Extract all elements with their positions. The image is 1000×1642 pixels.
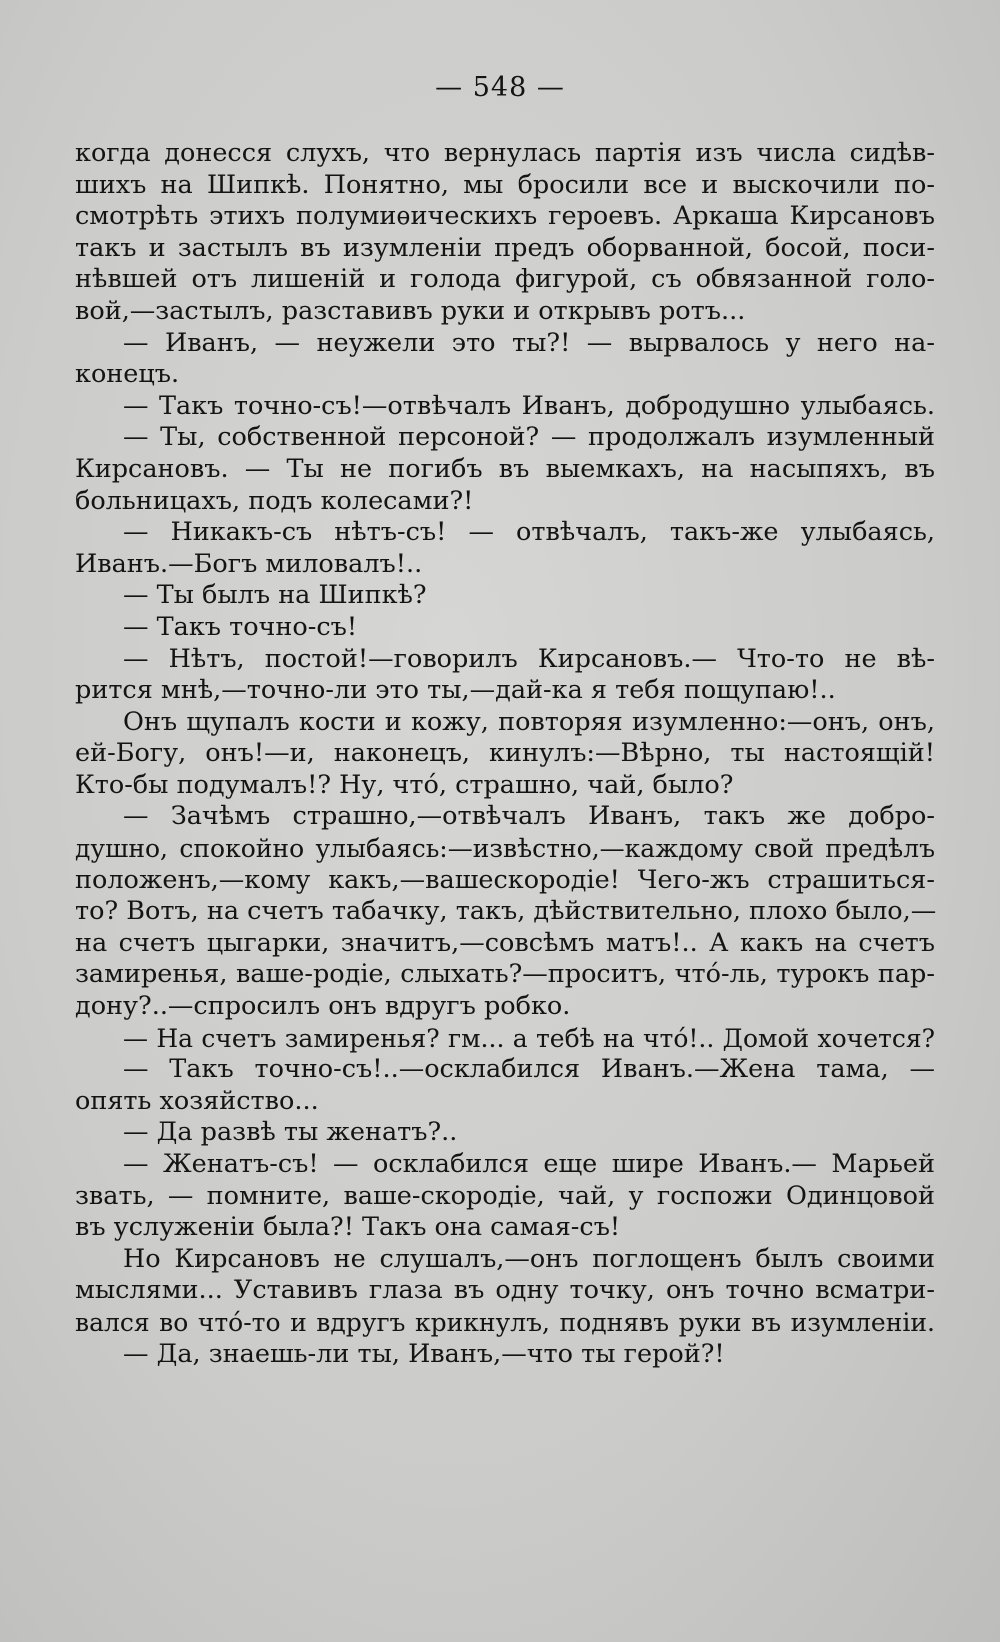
text-line: Онъ щупалъ кости и кожу, повторяя изумленно:—онъ, онъ, [123, 706, 935, 737]
text-line: — Такъ точно-съ! [123, 611, 358, 642]
text-line: мыслями... Уставивъ глаза въ одну точку, онъ точно всматри- [75, 1275, 935, 1306]
text-line: положенъ,—кому какъ,—вашескородіе! Чего-жъ страшиться- [75, 864, 935, 895]
text-line: то? Вотъ, на счетъ табачку, такъ, дѣйствительно, плохо было,— [75, 896, 937, 927]
text-line: въ услуженіи была?! Такъ она самая-съ! [75, 1212, 621, 1243]
text-line: нѣвшей отъ лишеній и голода фигурой, съ обвязанной голо- [75, 264, 935, 295]
text-line: шихъ на Шипкѣ. Понятно, мы бросили все и выскочили по- [75, 169, 935, 200]
text-line: дону?..—спросилъ онъ вдругъ робко. [75, 991, 571, 1022]
text-line: смотрѣть этихъ полумиѳическихъ героевъ. Аркаша Кирсановъ [75, 201, 935, 232]
text-line: на счетъ цыгарки, значитъ,—совсѣмъ матъ!.. А какъ на счетъ [75, 927, 935, 958]
text-line: душно, спокойно улыбаясь:—извѣстно,—каждому свой предѣлъ [75, 834, 935, 864]
text-line: — Ты, собственной персоной? — продолжалъ изумленный [123, 422, 935, 453]
text-line: Кто-бы подумалъ!? Ну, что́, страшно, чай, было? [75, 769, 734, 800]
text-line: когда донесся слухъ, что вернулась партія изъ числа сидѣв- [75, 138, 935, 168]
text-line: — На счетъ замиренья? гм... а тебѣ на что́!.. Домой хочется? [123, 1023, 935, 1053]
body-text [75, 138, 935, 1370]
text-line: — Да развѣ ты женатъ?.. [123, 1117, 458, 1148]
text-line: вался во что́-то и вдругъ крикнулъ, поднявъ руки въ изумленіи. [75, 1307, 935, 1337]
text-line: звать, — помните, ваше-скородіе, чай, у госпожи Одинцовой [75, 1180, 935, 1211]
text-line: конецъ. [75, 359, 180, 390]
text-line: — Такъ точно-съ!..—осклабился Иванъ.—Жена тама, — [123, 1054, 935, 1085]
text-line: рится мнѣ,—точно-ли это ты,—дай-ка я тебя пощупаю!.. [75, 675, 836, 706]
text-line: Но Кирсановъ не слушалъ,—онъ поглощенъ былъ своими [123, 1243, 935, 1274]
page-number: — 548 — [435, 72, 565, 103]
text-line: больницахъ, подъ колесами?! [75, 485, 474, 516]
text-line: вой,—застылъ, разставивъ руки и открывъ ротъ... [75, 295, 746, 326]
text-line: — Зачѣмъ страшно,—отвѣчалъ Иванъ, такъ же добро- [123, 801, 935, 832]
text-line: замиренья, ваше-родіе, слыхать?—проситъ, что́-ль, турокъ пар- [75, 959, 935, 990]
text-line: — Нѣтъ, постой!—говорилъ Кирсановъ.— Что-то не вѣ- [123, 643, 935, 674]
text-line: — Никакъ-съ нѣтъ-съ! — отвѣчалъ, такъ-же улыбаясь, [123, 517, 935, 548]
text-line: — Да, знаешь-ли ты, Иванъ,—что ты герой?! [123, 1338, 725, 1369]
text-line: — Иванъ, — неужели это ты?! — вырвалось у него на- [123, 327, 935, 358]
text-line: ей-Богу, онъ!—и, наконецъ, кинулъ:—Вѣрно, ты настоящій! [75, 738, 935, 769]
text-line: Иванъ.—Богъ миловалъ!.. [75, 548, 423, 579]
text-line: — Ты былъ на Шипкѣ? [123, 580, 427, 611]
text-line: — Такъ точно-съ!—отвѣчалъ Иванъ, добродушно улыбаясь. [123, 390, 935, 421]
text-line: такъ и застылъ въ изумленіи предъ оборванной, босой, поси- [75, 232, 935, 263]
text-line: — Женатъ-съ! — осклабился еще шире Иванъ.— Марьей [123, 1149, 935, 1179]
text-line: Кирсановъ. — Ты не погибъ въ выемкахъ, на насыпяхъ, въ [75, 453, 935, 484]
text-line: опять хозяйство... [75, 1085, 319, 1116]
